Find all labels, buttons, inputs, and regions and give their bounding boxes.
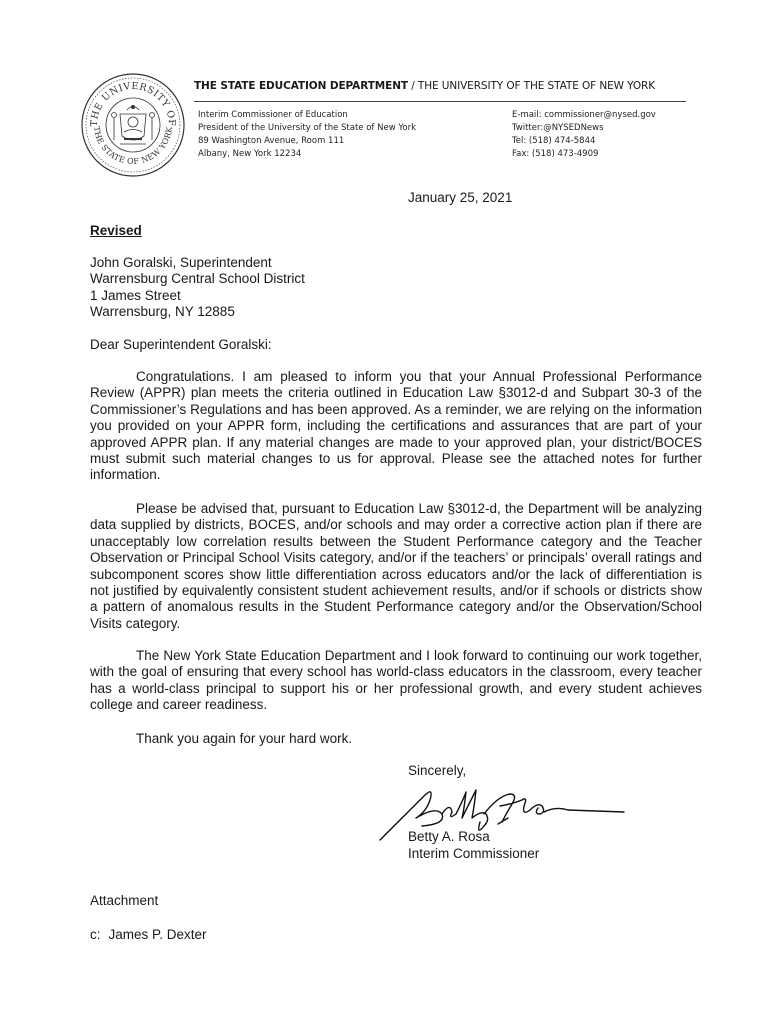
salutation: Dear Superintendent Goralski: — [90, 337, 272, 352]
contact-email: E-mail: commissioner@nysed.gov — [512, 110, 656, 120]
heading-separator: / — [407, 80, 418, 92]
recipient-city: Warrensburg, NY 12885 — [90, 303, 235, 319]
address-line: 89 Washington Avenue, Room 111 — [198, 136, 345, 146]
state-seal-logo — [80, 72, 186, 178]
sign-off: Sincerely, — [408, 763, 467, 778]
address-line: President of the University of the State of New York — [198, 123, 417, 133]
address-line: Interim Commissioner of Education — [198, 110, 348, 120]
recipient-district: Warrensburg Central School District — [90, 271, 305, 287]
contact-fax: Fax: (518) 473-4909 — [512, 149, 599, 159]
svg-text:THE STATE OF NEW YORK: THE STATE OF NEW YORK — [91, 125, 175, 167]
recipient-street: 1 James Street — [90, 287, 181, 303]
closing-thanks: Thank you again for your hard work. — [136, 731, 353, 746]
recipient-name: John Goralski, Superintendent — [90, 255, 272, 270]
address-line: Albany, New York 12234 — [198, 149, 302, 159]
contact-block — [512, 109, 712, 161]
contact-twitter: Twitter:@NYSEDNews — [512, 123, 604, 133]
signer-block — [408, 829, 539, 862]
cc-label: c: — [90, 927, 101, 942]
signer-name: Betty A. Rosa — [408, 829, 490, 844]
signer-title: Interim Commissioner — [408, 845, 540, 861]
letter-date: January 25, 2021 — [408, 190, 513, 205]
department-name: THE STATE EDUCATION DEPARTMENT — [194, 80, 408, 92]
department-heading — [194, 80, 694, 92]
cc-line — [90, 927, 207, 942]
body-paragraph: Congratulations. I am pleased to inform you that your Annual Professional Performance Review (APPR) plan meets the criteria outlined in Education Law §3012-d and Subpart 30-3 of the Commissioner’s Regulations and has been approved. As a reminder, we are relying on the information you provided on your APPR form, including the certifications and assurances that are part of your approved APPR plan. If any material changes are made to your approved plan, your district/BOCES must submit such material changes to us for approval. Please see the attached notes for further information. — [90, 369, 702, 483]
letterhead-rule — [194, 101, 686, 102]
body-paragraph: Please be advised that, pursuant to Education Law §3012-d, the Department will be analyzing data supplied by districts, BOCES, and/or schools and may order a corrective action plan if there are unacceptably low correlation results between the Student Performance category and the Teacher Observation or Principal School Visits category, and/or if the teachers’ or principals’ overall ratings and subcomponent scores show little differentiation across educators and/or the lack of differentiation is not justified by equivalently consistent student achievement results, and/or if schools or districts show a pattern of anomalous results in the Student Performance category and/or the Observation/School Visits category. — [90, 501, 702, 631]
contact-phone: Tel: (518) 474-5844 — [512, 136, 596, 146]
office-address-block — [198, 109, 478, 161]
cc-name: James P. Dexter — [108, 927, 207, 942]
revised-label: Revised — [90, 223, 142, 238]
body-paragraph: The New York State Education Department and I look forward to continuing our work together, with the goal of ensuring that every school has world-class educators in the classroom, every teacher has a world-class principal to support his or her professional growth, and every student achieves college and career readiness. — [90, 648, 702, 713]
attachment-label: Attachment — [90, 893, 159, 908]
university-name: THE UNIVERSITY OF THE STATE OF NEW YORK — [417, 80, 656, 92]
svg-text:THE UNIVERSITY OF: THE UNIVERSITY OF — [88, 80, 178, 127]
recipient-address — [90, 255, 305, 320]
